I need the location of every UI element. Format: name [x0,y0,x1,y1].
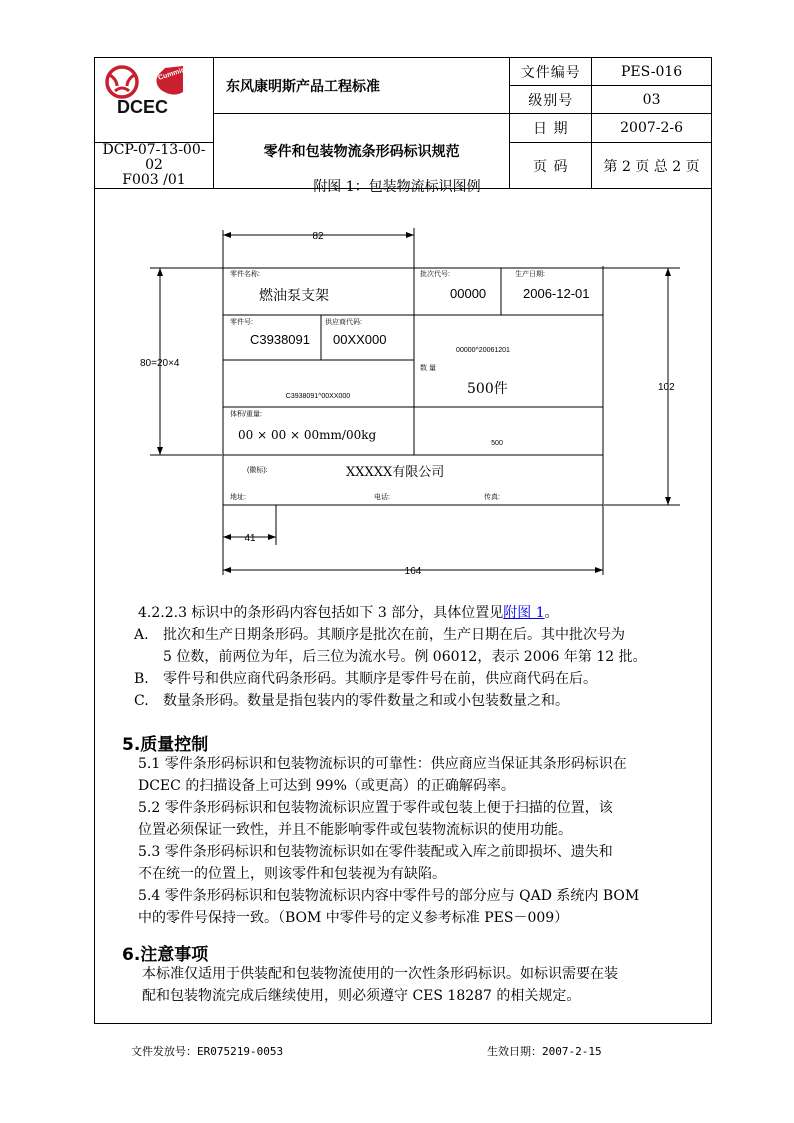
qty-value: 500件 [467,381,508,397]
file-no-label: 文件编号 [510,58,592,86]
section-6-heading: 6.注意事项 [122,945,209,965]
standard-title: 东风康明斯产品工程标准 [214,58,510,114]
file-no-value: PES-016 [592,58,712,86]
supplier-value: 00XX000 [333,332,387,347]
date-field-value: 2006-12-01 [523,286,590,301]
s6-line1: 本标准仅适用于供装配和包装物流使用的一次性条形码标识。如标识需要在装 [142,966,618,982]
sub-title: 零件和包装物流条形码标识规范 [214,114,510,189]
s53-line2: 不在统一的位置上，则该零件和包装视为有缺陷。 [138,866,446,882]
barcode3-text: 500 [491,440,503,447]
item-c-mark: C. [134,693,149,709]
doc-code-line1: DCP-07-13-00-02 [102,142,206,173]
dim-right-height: 102 [658,382,675,393]
dongfeng-logo-icon [107,67,137,97]
logo-label: (徽标): [247,467,268,474]
item-a-line1: 批次和生产日期条形码。其顺序是批次在前，生产日期在后。其中批次号为 [163,627,625,643]
fax-label: 传真: [484,494,500,501]
company-logo [95,58,213,120]
item-b-text: 零件号和供应商代码条形码。其顺序是零件号在前，供应商代码在后。 [163,671,597,687]
svg-text:Cummins: Cummins [157,65,190,82]
company-name: XXXXX有限公司 [346,465,445,480]
address-label: 地址: [230,494,246,501]
dim-bottom-width: 164 [404,566,422,577]
s51-line2: DCEC 的扫描设备上可达到 99%（或更高）的正确解码率。 [138,778,515,794]
barcode1-text: 00000^20061201 [456,347,510,354]
supplier-label: 供应商代码: [325,319,362,326]
item-c-text: 数量条形码。数量是指包装内的零件数量之和或小包装数量之和。 [163,693,569,709]
part-no-value: C3938091 [250,332,310,347]
figure-caption: 附图 1：包装物流标识图例 [313,179,481,195]
batch-value: 00000 [450,286,487,301]
header-table [94,57,712,189]
footer-effective-date: 生效日期：2007-2-15 [487,1045,602,1058]
barcode2-text: C3938091^00XX000 [285,393,351,400]
logo-cell [95,58,214,143]
s52-line2: 位置必须保证一致性，并且不能影响零件或包装物流标识的使用功能。 [138,822,572,838]
dim-top-width: 82 [312,231,324,242]
page-value: 第 2 页 总 2 页 [592,143,712,189]
section-5-heading: 5.质量控制 [122,735,209,755]
figure1-link[interactable]: 附图 1 [503,605,545,621]
page-label: 页 码 [510,143,592,189]
s51-line1: 5.1 零件条形码标识和包装物流标识的可靠性：供应商应当保证其条形码标识在 [138,756,627,772]
part-name-label: 零件名称: [230,271,260,278]
date-label: 日 期 [510,114,592,143]
part-no-label: 零件号: [230,319,253,326]
item-a-mark: A. [134,627,149,643]
volume-value: 00 × 00 × 00mm/00kg [238,428,377,442]
level-label: 级别号 [510,86,592,114]
item-b-mark: B. [134,671,149,687]
cummins-logo-icon [156,65,190,94]
paragraph-4223-text: 4.2.2.3 标识中的条形码内容包括如下 3 部分，具体位置见 [138,605,504,621]
phone-label: 电话: [374,494,390,501]
paragraph-4223-end: 。 [544,605,559,621]
date-value: 2007-2-6 [592,114,712,143]
item-a-line2: 5 位数，前两位为年，后三位为流水号。例 06012，表示 2006 年第 12 批。 [163,649,647,665]
volume-label: 体积/重量: [230,411,262,418]
date-field-label: 生产日期: [515,271,545,278]
s52-line1: 5.2 零件条形码标识和包装物流标识应置于零件或包装上便于扫描的位置，该 [138,800,613,816]
dim-small-width: 41 [244,533,256,544]
s54-line1: 5.4 零件条形码标识和包装物流标识内容中零件号的部分应与 QAD 系统内 BOM [138,888,640,904]
paragraph-4223 [138,602,708,624]
s6-line2: 配和包装物流完成后继续使用，则必须遵守 CES 18287 的相关规定。 [142,988,581,1004]
qty-label: 数 量 [420,365,436,372]
part-name-value: 燃油泵支架 [259,288,329,304]
level-value: 03 [592,86,712,114]
label-diagram [140,218,680,580]
s53-line1: 5.3 零件条形码标识和包装物流标识如在零件装配或入库之前即损坏、遗失和 [138,844,613,860]
dim-left-height: 80=20×4 [140,358,180,369]
dcec-wordmark: DCEC [117,97,169,117]
doc-code-line2: F003 /01 [122,172,186,188]
s54-line2: 中的零件号保持一致。（BOM 中零件号的定义参考标准 PES－009） [138,910,569,926]
batch-label: 批次代号: [420,271,450,278]
footer-release-no: 文件发放号：ER075219-0053 [131,1045,284,1058]
